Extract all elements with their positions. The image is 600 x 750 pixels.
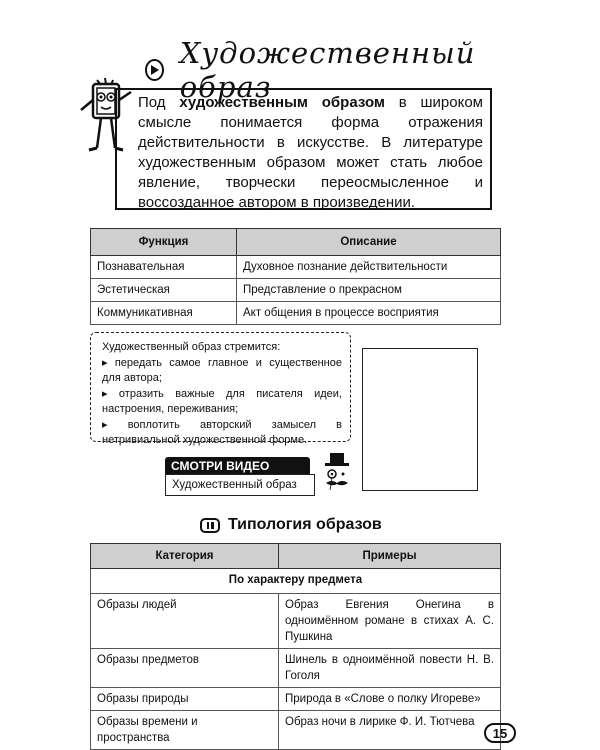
definition-term: художественным образом xyxy=(179,94,385,111)
table-row: Образы людей Образ Евгения Онегина в одноимённом романе в стихах А. С. Пушкина xyxy=(91,594,501,649)
table-row: Коммуникативная Акт общения в процессе восприятия xyxy=(91,302,501,325)
empty-frame xyxy=(362,348,478,491)
table-row: Образы предметов Шинель в одноимённой повести Н. В. Гоголя xyxy=(91,649,501,688)
video-link[interactable]: Художественный образ xyxy=(165,474,315,496)
section-title: Типология образов xyxy=(228,516,382,533)
table-row: Познавательная Духовное познание действительности xyxy=(91,256,501,279)
table-subheader-row: По характеру предмета xyxy=(91,569,501,594)
mustache-mascot-icon xyxy=(318,450,358,498)
table-header: Описание xyxy=(237,229,501,256)
list-item: ▸ воплотить авторский замысел в нетривиальной художественной форме. xyxy=(102,418,343,446)
table-header: Функция xyxy=(91,229,237,256)
table-header: Примеры xyxy=(279,544,501,569)
table-header: Категория xyxy=(91,544,279,569)
page-title: Художественный образ xyxy=(179,36,476,104)
table-row: Образы времени и пространства Образ ночи в лирике Ф. И. Тютчева xyxy=(91,711,501,750)
page-number: 15 xyxy=(484,723,516,743)
table-row: Эстетическая Представление о прекрасном xyxy=(91,279,501,302)
aims-text xyxy=(102,340,342,449)
function-table xyxy=(90,228,501,325)
table-row: Образы природы Природа в «Слове о полку Игореве» xyxy=(91,688,501,711)
definition-text: Под художественным образом в широком смысле понимается форма отражения действительности в искусстве. В литературе художественным образом может стать любое явление, творчески переосмысленное и воссозданное автором в произведении. xyxy=(138,94,483,211)
pause-icon xyxy=(200,518,220,533)
list-item: ▸ передать самое главное и существенное для автора; xyxy=(102,356,342,384)
section-heading xyxy=(200,513,382,537)
aims-lead: Художественный образ стремится: xyxy=(102,341,281,353)
video-label: СМОТРИ ВИДЕО xyxy=(165,457,310,474)
play-icon xyxy=(145,59,164,81)
list-item: ▸ отразить важные для писателя идеи, настроения, переживания; xyxy=(102,387,342,415)
typology-table xyxy=(90,543,501,750)
